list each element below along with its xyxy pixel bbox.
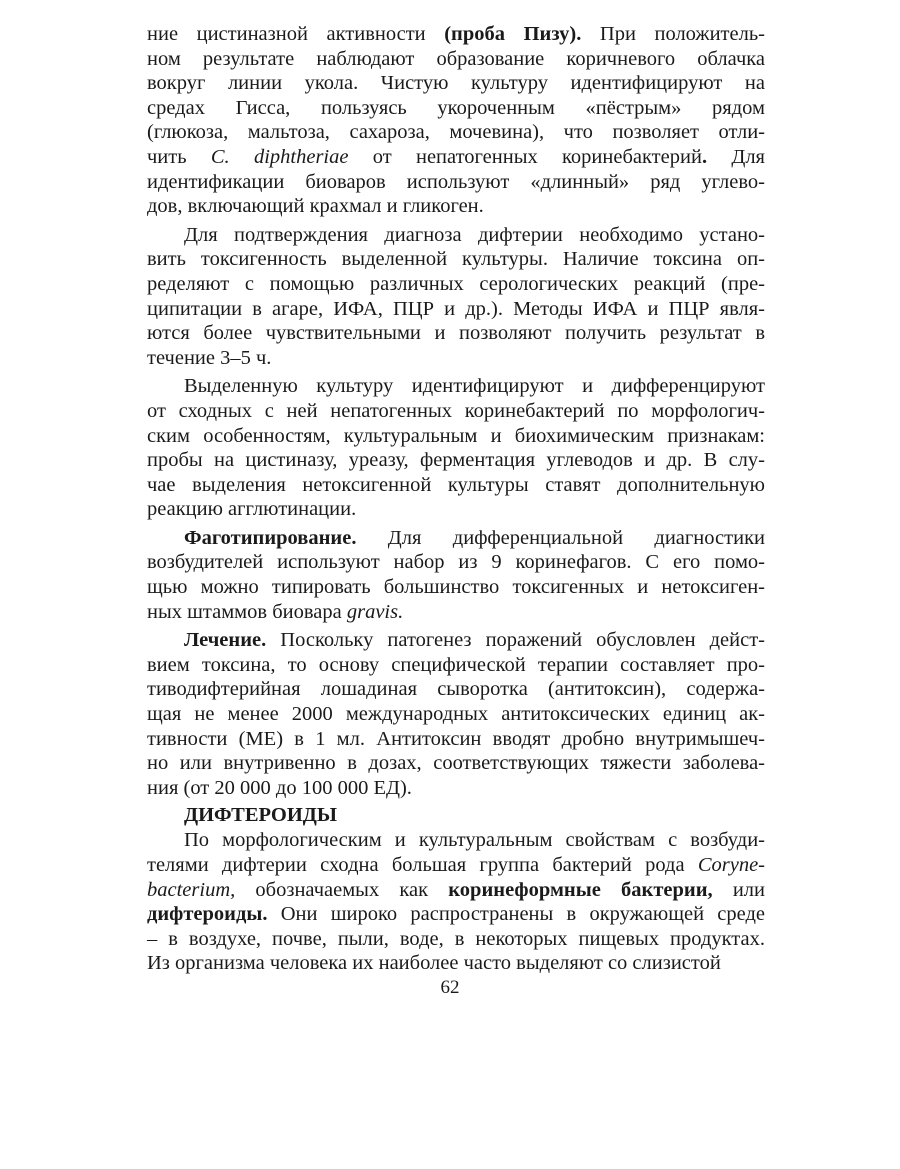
text-run: вием токсина, то основу специфической терапии составляет про- [147, 653, 765, 676]
text-run: ном результате наблюдают образование коричневого облачка [147, 47, 765, 70]
text-run: Из организма человека их наиболее часто выделяют со слизистой [147, 952, 721, 975]
text-line [147, 120, 765, 145]
text-line [147, 497, 765, 522]
text-run: средах Гисса, пользуясь укороченным «пёстрым» рядом [147, 96, 765, 119]
text-run: ние цистиназной активности [147, 23, 445, 45]
text-line [147, 878, 765, 903]
bold-text: Фаготипирование. [184, 526, 357, 549]
text-run: обозначаемых как [235, 878, 449, 901]
text-run: течение 3–5 ч. [147, 346, 272, 369]
paragraph-treatment [147, 628, 765, 800]
text-line [147, 628, 765, 653]
italic-text: C. diphtheriae [210, 145, 349, 168]
text-run: Они широко распространены в окружающей среде [267, 903, 765, 926]
paragraph-differentiation [147, 374, 765, 522]
text-line [147, 575, 765, 600]
text-line [147, 47, 765, 72]
text-run: Для [707, 145, 765, 168]
bold-text: коринеформные бактерии, [448, 878, 713, 901]
text-line [147, 247, 765, 272]
text-line [147, 653, 765, 678]
text-run: (глюкоза, мальтоза, сахароза, мочевина), что позволяет отли- [147, 121, 765, 144]
text-run: Поскольку патогенез поражений обусловлен дейст- [266, 629, 765, 652]
text-line [147, 951, 765, 976]
paragraph-cystinase-test [147, 22, 765, 219]
text-line [147, 22, 765, 47]
text-line [147, 902, 765, 927]
text-line [147, 272, 765, 297]
text-line [147, 145, 765, 170]
text-run: щью можно типировать большинство токсигенных и нетоксиген- [147, 576, 765, 599]
text-run: По морфологическим и культуральным свойствам с возбуди- [184, 829, 765, 852]
text-line [147, 399, 765, 424]
text-run: чае выделения нетоксигенной культуры ставят дополнительную [147, 473, 765, 496]
text-run: реакцию агглютинации. [147, 498, 357, 521]
text-line [147, 424, 765, 449]
page-number: 62 [440, 977, 460, 998]
text-run: вить токсигенность выделенной культуры. Наличие токсина оп- [147, 248, 765, 271]
text-run: тиводифтерийная лошадиная сыворотка (антитоксин), содержа- [147, 678, 765, 701]
text-line [147, 727, 765, 752]
text-line [147, 600, 765, 625]
text-line [147, 297, 765, 322]
text-run: Для дифференциальной диагностики [356, 526, 765, 549]
paragraph-phage-typing [147, 526, 765, 624]
text-run: вокруг линии укола. Чистую культуру идентифицируют на [147, 72, 765, 95]
text-line [147, 751, 765, 776]
text-run: идентификации биоваров используют «длинный» ряд углево- [147, 170, 765, 193]
italic-text: Coryne- [697, 854, 765, 876]
bold-text: (проба Пизу). [444, 23, 582, 45]
text-line [147, 346, 765, 371]
text-run: ются более чувствительными и позволяют получить результат в [147, 322, 765, 345]
bold-text: Лечение. [184, 629, 267, 652]
text-run: но или внутривенно в дозах, соответствующих тяжести заболева- [147, 752, 765, 775]
text-line [147, 828, 765, 853]
text-run: При положитель- [581, 23, 766, 45]
text-run: от сходных с ней непатогенных коринебактерий по морфологич- [147, 399, 765, 422]
text-line [147, 321, 765, 346]
text-line [147, 96, 765, 121]
text-line [147, 473, 765, 498]
text-run: тивности (МЕ) в 1 мл. Антитоксин вводят дробно внутримышеч- [147, 727, 765, 750]
text-line [147, 170, 765, 195]
text-run: Для подтверждения диагноза дифтерии необходимо устано- [184, 223, 765, 246]
text-line [147, 853, 765, 878]
text-line [147, 550, 765, 575]
text-line [147, 776, 765, 801]
text-run: чить [147, 145, 211, 168]
text-run: Выделенную культуру идентифицируют и дифференцируют [184, 375, 765, 398]
text-run: возбудителей используют набор из 9 коринефагов. С его помо- [147, 551, 765, 574]
italic-text: gravis. [346, 600, 404, 623]
italic-text: bacterium, [147, 878, 236, 901]
text-run: – в воздухе, почве, пыли, воде, в некоторых пищевых продуктах. [147, 927, 765, 950]
text-line [147, 702, 765, 727]
paragraph-toxigenicity [147, 223, 765, 371]
text-run: ским особенностям, культуральным и биохимическим признакам: [147, 424, 765, 447]
text-line [147, 71, 765, 96]
text-line [147, 677, 765, 702]
text-run: дов, включающий крахмал и гликоген. [147, 195, 484, 218]
text-run: ределяют с помощью различных серологических реакций (пре- [147, 272, 765, 295]
text-line [147, 526, 765, 551]
page-text-column [147, 22, 765, 976]
text-line [147, 194, 765, 219]
text-line [147, 374, 765, 399]
bold-text: дифтероиды. [147, 903, 268, 926]
text-run: от непатогенных коринебактерий [348, 145, 702, 168]
bold-text: . [701, 145, 708, 168]
text-line [147, 448, 765, 473]
text-run: ных штаммов биовара [147, 600, 347, 623]
text-run: ципитации в агаре, ИФА, ПЦР и др.). Методы ИФА и ПЦР явля- [147, 297, 765, 320]
text-run: ния (от 20 000 до 100 000 ЕД). [147, 776, 412, 799]
paragraph-diphtheroids [147, 828, 765, 976]
section-heading: ДИФТЕРОИДЫ [184, 804, 338, 827]
text-run: пробы на цистиназу, уреазу, ферментация углеводов и др. В слу- [147, 449, 765, 472]
text-line [147, 223, 765, 248]
text-run: щая не менее 2000 международных антитоксических единиц ак- [147, 703, 765, 726]
text-run: телями дифтерии сходна большая группа бактерий рода [147, 854, 698, 876]
text-run: или [712, 878, 765, 901]
text-line [147, 927, 765, 952]
